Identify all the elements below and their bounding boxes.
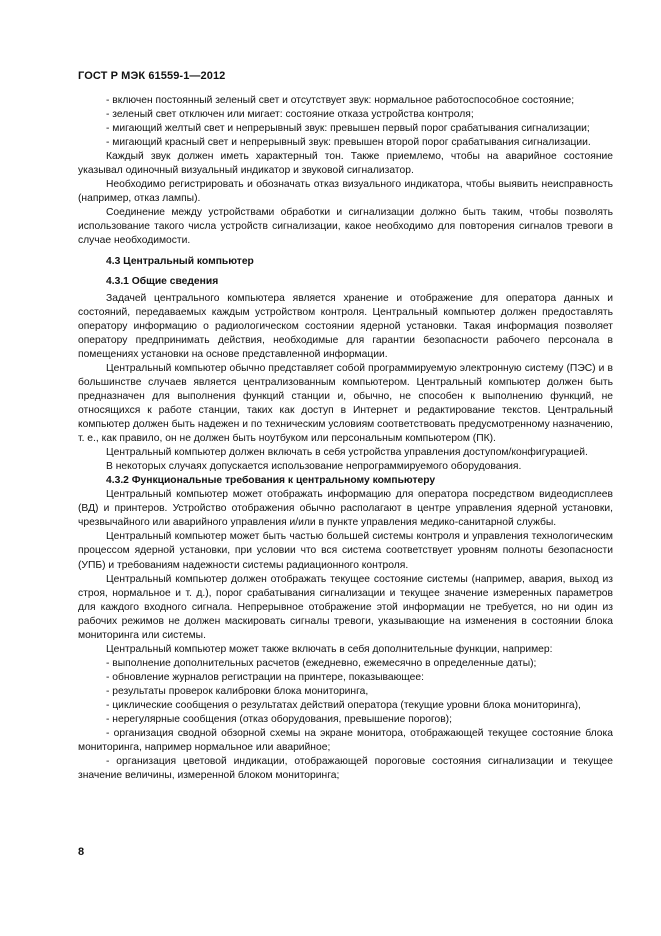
paragraph: - мигающий красный свет и непрерывный звук: превышен второй порог срабатывания сигнализации. (106, 137, 591, 149)
list-item: - организация цветовой индикации, отображающей пороговые состояния сигнализации и текущее значение величины, измеренной блоком мониторинга; (78, 756, 613, 782)
list-item: - выполнение дополнительных расчетов (ежедневно, ежемесячно в определенные даты); (106, 657, 537, 669)
paragraph: Соединение между устройствами обработки и сигнализации должно быть таким, чтобы позволять использование такого числа устройств сигнализации, какое необходимо для повторения сигналов тревоги в случае необходимости. (78, 207, 613, 247)
paragraph: Центральный компьютер может отображать информацию для оператора посредством видеодисплеев (ВД) и принтеров. Устройство отображения обычно располагают в центре управления ядерной установки, чрезвычайного или аварийного управления и/или в пункте управления медико-санитарной службы. (78, 489, 613, 529)
paragraph: Центральный компьютер обычно представляет собой программируемую электронную систему (ПЭС) и в большинстве случаев является централизованным компьютером. Центральный компьютер должен быть предназначен для выполнения функций станции и, обычно, не способен к выполнению функций, не относящихся к работе станции, таких как доступ в Интернет и редактирование текстов. Центральный компьютер должен быть надежен и по техническим условиям соответствовать предусмотренному назначению, т. е., как правило, он не должен быть ноутбуком или персональным компьютером (ПК). (78, 362, 613, 445)
paragraph: - мигающий желтый свет и непрерывный звук: превышен первый порог срабатывания сигнализации; (106, 123, 590, 135)
list-item: - нерегулярные сообщения (отказ оборудования, превышение порогов); (106, 714, 452, 726)
section-heading-4-3: 4.3 Центральный компьютер (106, 255, 254, 267)
paragraph: Центральный компьютер может быть частью большей системы контроля и управления технологическим процессом ядерной установки, при условии что вся система соответствует уровням полноты безопасности (УПБ) и требованиям надежности системы радиационного контроля. (78, 531, 613, 571)
document-body (78, 94, 613, 783)
section-heading-4-3-1: 4.3.1 Общие сведения (106, 275, 219, 287)
paragraph: Задачей центрального компьютера является хранение и отображение для оператора данных и состояний, передаваемых каждым устройством контроля. Центральный компьютер должен предоставлять оператору информацию о радиологическом состоянии ядерной установки. Такая информация позволяет оператору предпринимать действия, необходимые для гарантии безопасности рабочего персонала в помещениях установки на основе представленной информации. (78, 292, 613, 360)
paragraph: - зеленый свет отключен или мигает: состояние отказа устройства контроля; (106, 109, 474, 121)
paragraph: Центральный компьютер должен включать в себя устройства управления доступом/конфигурацией. (106, 447, 588, 459)
list-item: - организация сводной обзорной схемы на экране монитора, отображающей текущее состояние блока мониторинга, например нормальное или аварийное; (78, 728, 613, 754)
list-item: - результаты проверок калибровки блока мониторинга, (106, 685, 369, 697)
page-number: 8 (78, 846, 85, 858)
paragraph: - включен постоянный зеленый свет и отсутствует звук: нормальное работоспособное состояние; (106, 95, 575, 106)
paragraph: Центральный компьютер может также включать в себя дополнительные функции, например: (106, 643, 553, 655)
paragraph: Каждый звук должен иметь характерный тон. Также приемлемо, чтобы на аварийное состояние указывал одиночный визуальный индикатор и звуковой сигнализатор. (78, 151, 613, 177)
list-item: - обновление журналов регистрации на принтере, показывающее: (106, 671, 424, 683)
section-heading-4-3-2: 4.3.2 Функциональные требования к центральному компьютеру (106, 475, 436, 487)
document-header: ГОСТ Р МЭК 61559-1—2012 (78, 70, 226, 82)
paragraph: Центральный компьютер должен отображать текущее состояние системы (например, авария, выход из строя, нормальное и т. д.), порог срабатывания сигнализации и текущее значение измеренных параметров для каждого входного сигнала. Непрерывное отображение этой информации не требуется, но ни один из рабочих режимов не должен маскировать сигналы тревоги, указывающие на изменения в состоянии блока мониторинга или системы. (78, 573, 613, 641)
list-item: - циклические сообщения о результатах действий оператора (текущие уровни блока мониторинга), (106, 699, 581, 711)
paragraph: В некоторых случаях допускается использование непрограммируемого оборудования. (106, 461, 522, 473)
paragraph: Необходимо регистрировать и обозначать отказ визуального индикатора, чтобы выявить неисправность (например, отказ лампы). (78, 179, 613, 205)
